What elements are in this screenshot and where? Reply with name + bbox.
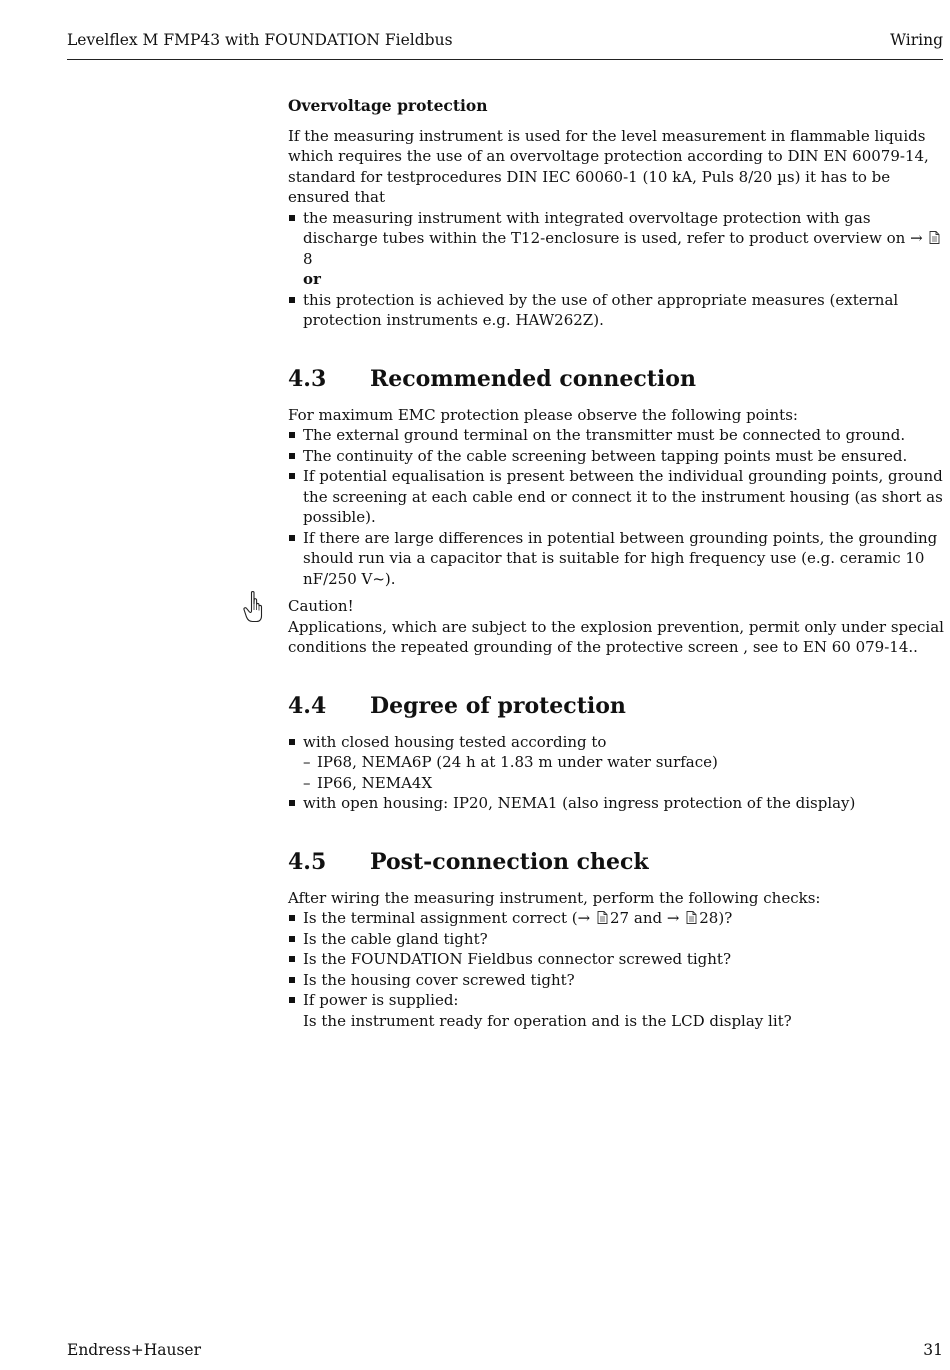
check-item-5-line-2: Is the instrument ready for operation and is the LCD display lit?: [303, 1011, 792, 1030]
list-item: Is the housing cover screwed tight?: [288, 970, 944, 991]
arrow-symbol: →: [577, 909, 591, 927]
section-post-connection-check: [288, 848, 944, 1032]
degree-item-1: with closed housing tested according to: [303, 732, 607, 751]
list-item: If there are large differences in potential between grounding points, the grounding should run via a capacitor that is suitable for high frequency use (e.g. ceramic 10 nF/250 V~).: [288, 528, 944, 590]
overvoltage-heading: Overvoltage protection: [288, 96, 488, 115]
section-title: Recommended connection: [370, 365, 696, 392]
page-number: 31: [923, 1341, 943, 1359]
overvoltage-list-2: [288, 290, 944, 331]
company-name: Endress+Hauser: [67, 1341, 201, 1359]
caution-label: Caution!: [288, 597, 354, 615]
check-item-1-end: )?: [718, 909, 733, 927]
page-reference-icon: [686, 911, 697, 924]
section-heading: [288, 692, 944, 720]
and-label: and: [633, 909, 663, 927]
chapter-name: Wiring: [890, 31, 943, 49]
overvoltage-intro: If the measuring instrument is used for the level measurement in flammable liquids which requires the use of an overvoltage protection according to DIN EN 60079-14, standard for testprocedures DIN IEC 60060-1 (10 kA, Puls 8/20 µs) it has to be ensured that: [288, 126, 929, 206]
list-item: The continuity of the cable screening between tapping points must be ensured.: [288, 446, 944, 467]
section-number: 4.3: [288, 365, 327, 392]
page-reference-icon: [597, 911, 608, 924]
list-item: [288, 908, 944, 929]
page-content: [288, 96, 944, 1031]
caution-note: [288, 596, 944, 658]
check-list: [288, 908, 944, 1031]
or-label: or: [303, 270, 321, 288]
list-item: Is the cable gland tight?: [288, 929, 944, 950]
section-number: 4.4: [288, 692, 327, 719]
list-item: The external ground terminal on the transmitter must be connected to ground.: [288, 425, 944, 446]
sub-list: [303, 752, 944, 793]
page-header: [67, 31, 943, 60]
overvoltage-list: [288, 208, 944, 270]
overvoltage-block: [288, 96, 944, 331]
section-number: 4.5: [288, 848, 327, 875]
list-item: with open housing: IP20, NEMA1 (also ingress protection of the display): [288, 793, 944, 814]
pointing-hand-icon: [242, 590, 266, 626]
section-title: Post-connection check: [370, 848, 649, 875]
arrow-symbol: →: [910, 229, 923, 247]
check-item-1-text: Is the terminal assignment correct (: [303, 909, 578, 927]
sub-list-item: – IP66, NEMA4X: [303, 773, 944, 794]
sub-list-item: – IP68, NEMA6P (24 h at 1.83 m under water surface): [303, 752, 944, 773]
recommended-list: [288, 425, 944, 589]
section-heading: [288, 365, 944, 393]
section-heading: [288, 848, 944, 876]
degree-list: [288, 732, 944, 814]
page-footer: [67, 1341, 943, 1359]
list-item: [288, 990, 944, 1031]
section-title: Degree of protection: [370, 692, 626, 719]
document-title: Levelflex M FMP43 with FOUNDATION Fieldbus: [67, 31, 453, 49]
list-item: this protection is achieved by the use of other appropriate measures (external protection instruments e.g. HAW262Z).: [288, 290, 944, 331]
list-item: [288, 732, 944, 794]
list-item: Is the FOUNDATION Fieldbus connector screwed tight?: [288, 949, 944, 970]
page-reference-icon: [929, 231, 940, 244]
page-reference: 27: [610, 909, 630, 927]
check-item-5-line-1: If power is supplied:: [303, 991, 459, 1009]
page-reference: 28: [699, 909, 719, 927]
list-item: If potential equalisation is present between the individual grounding points, ground the screening at each cable end or connect it to the instrument housing (as short as possible).: [288, 466, 944, 528]
recommended-intro: For maximum EMC protection please observe the following points:: [288, 405, 798, 424]
arrow-symbol: →: [666, 909, 680, 927]
section-degree-of-protection: [288, 692, 944, 814]
overvoltage-item-1: the measuring instrument with integrated overvoltage protection with gas discharge tubes within the T12-enclosure is used, refer to product overview on: [303, 208, 906, 247]
list-item: [288, 208, 944, 270]
caution-text: Applications, which are subject to the explosion prevention, permit only under special conditions the repeated grounding of the protective screen , see to EN 60 079-14..: [288, 617, 944, 656]
check-intro: After wiring the measuring instrument, perform the following checks:: [288, 888, 821, 907]
page-reference: 8: [303, 249, 313, 268]
section-recommended-connection: [288, 365, 944, 658]
